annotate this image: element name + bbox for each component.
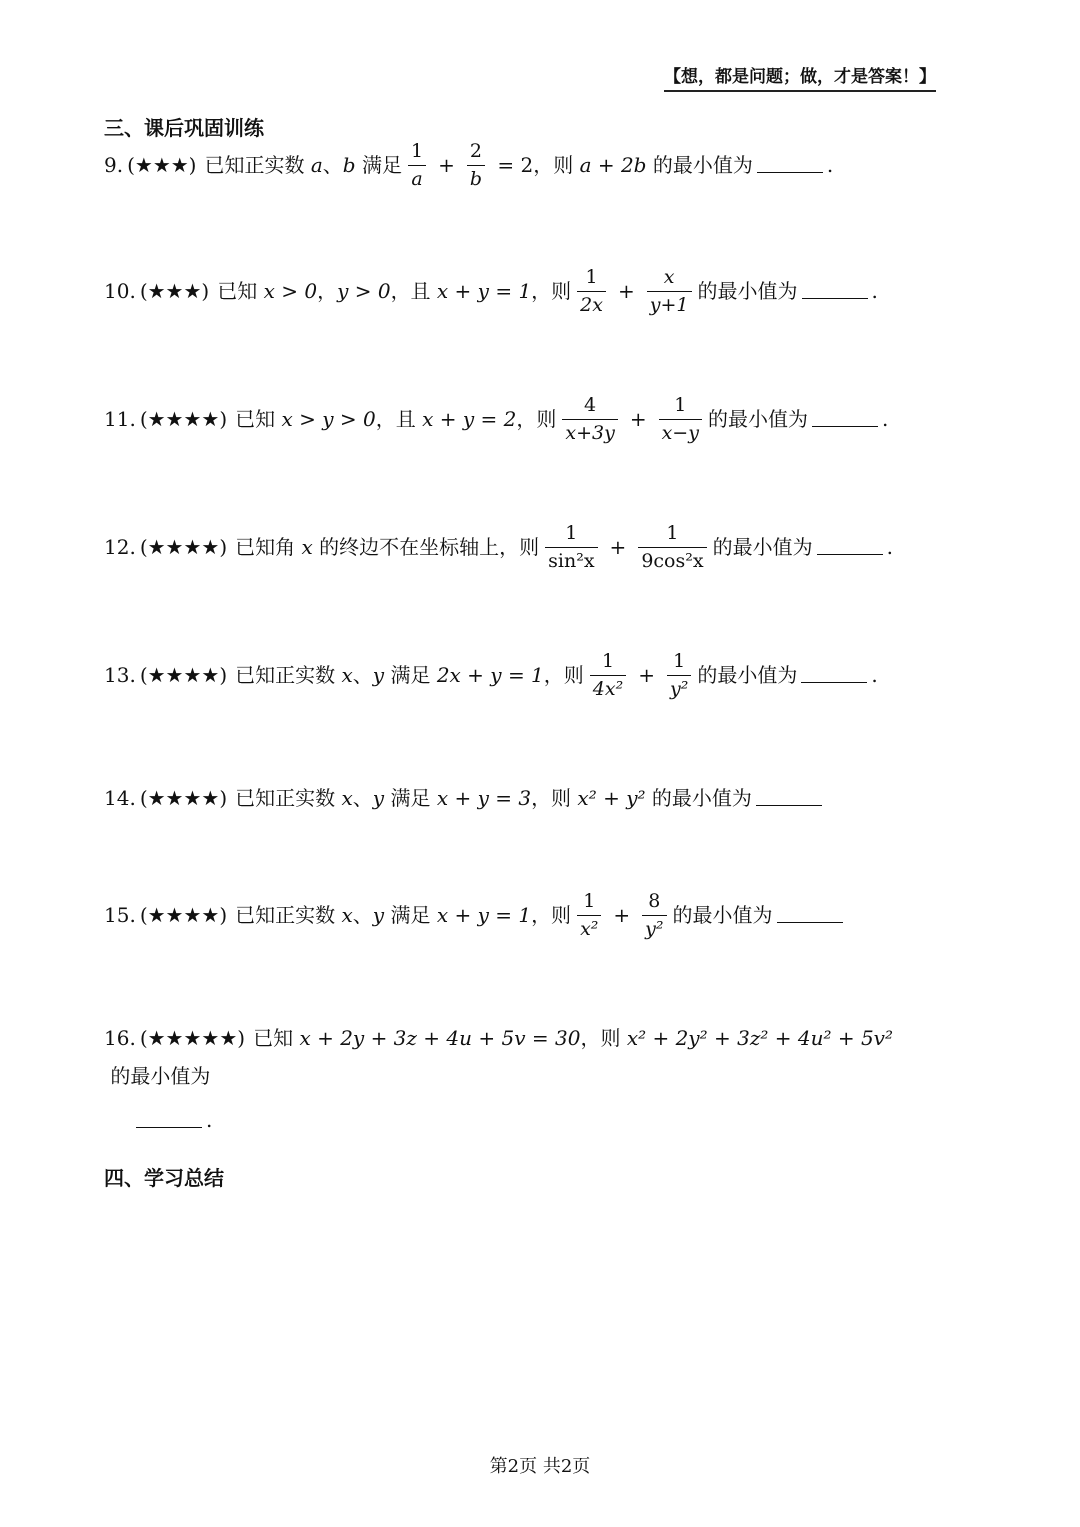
problem-text: 的最小值为 bbox=[707, 407, 808, 432]
math-expression: x > 0 bbox=[263, 279, 318, 304]
difficulty-stars: (★★★★) bbox=[139, 535, 228, 560]
problem-text: ，则 bbox=[531, 903, 572, 928]
answer-blank[interactable] bbox=[136, 1125, 202, 1128]
denominator: x² bbox=[577, 915, 601, 941]
math-var: y bbox=[372, 663, 385, 688]
section-title-summary: 四、学习总结 bbox=[104, 1166, 224, 1190]
problem-text: 的最小值为 bbox=[645, 786, 752, 810]
problem-text: 满足 bbox=[384, 786, 437, 810]
answer-blank[interactable] bbox=[756, 803, 822, 806]
problem-text: 、 bbox=[322, 153, 343, 178]
problem-text: ，则 bbox=[531, 279, 572, 304]
denominator: 9cos²x bbox=[638, 547, 706, 573]
math-var: x bbox=[341, 786, 353, 810]
denominator: sin²x bbox=[545, 547, 597, 573]
denominator: b bbox=[467, 165, 485, 191]
period: . bbox=[871, 279, 878, 304]
math-expression: x > y > 0 bbox=[281, 407, 376, 432]
plus-operator: + bbox=[438, 153, 455, 178]
fraction bbox=[659, 394, 702, 445]
problem-14 bbox=[104, 782, 990, 814]
fraction bbox=[590, 650, 626, 701]
period: . bbox=[206, 1108, 213, 1132]
problem-text: 满足 bbox=[384, 903, 437, 928]
answer-blank[interactable] bbox=[802, 296, 868, 299]
numerator: 8 bbox=[648, 890, 661, 912]
problem-text: 的最小值为 bbox=[697, 663, 798, 688]
fraction bbox=[408, 140, 426, 191]
difficulty-stars: (★★★★) bbox=[139, 786, 228, 810]
difficulty-stars: (★★★) bbox=[139, 279, 210, 304]
problem-text: 已知 bbox=[217, 279, 264, 304]
problem-text: 的最小值为 bbox=[697, 279, 798, 304]
math-expression: x + y = 2 bbox=[422, 407, 517, 432]
denominator: a bbox=[408, 165, 425, 191]
math-expression: x + y = 3 bbox=[436, 786, 532, 810]
numerator: x bbox=[663, 266, 675, 288]
denominator: 2x bbox=[577, 291, 606, 317]
period: . bbox=[826, 153, 834, 178]
answer-blank[interactable] bbox=[757, 170, 823, 173]
numerator: 1 bbox=[601, 650, 615, 672]
problem-13 bbox=[104, 650, 990, 701]
fraction bbox=[577, 266, 606, 317]
fraction bbox=[667, 650, 691, 701]
difficulty-stars: (★★★★) bbox=[139, 663, 228, 688]
problem-text: 已知正实数 bbox=[235, 786, 342, 810]
denominator: x−y bbox=[659, 419, 702, 445]
math-expression: a + 2b bbox=[579, 153, 647, 178]
fraction bbox=[642, 890, 666, 941]
problem-number: 13. bbox=[104, 663, 136, 688]
numerator: 1 bbox=[565, 522, 578, 544]
fraction bbox=[638, 522, 706, 573]
problem-12 bbox=[104, 522, 990, 573]
numerator: 2 bbox=[469, 140, 482, 162]
fraction bbox=[647, 266, 692, 317]
problem-number: 11. bbox=[104, 407, 136, 432]
fraction bbox=[545, 522, 597, 573]
fraction bbox=[562, 394, 617, 445]
math-expression: x² + 2y² + 3z² + 4u² + 5v² bbox=[626, 1026, 893, 1050]
problem-text: 已知 bbox=[253, 1026, 300, 1050]
math-expression: y > 0 bbox=[337, 279, 391, 304]
problem-text: 的最小值为 bbox=[712, 535, 813, 560]
problem-15 bbox=[104, 890, 990, 941]
math-expression: x + 2y + 3z + 4u + 5v = 30 bbox=[299, 1026, 581, 1050]
answer-blank[interactable] bbox=[801, 680, 867, 683]
problem-text: 的最小值为 bbox=[672, 903, 773, 928]
problem-text: 满足 bbox=[355, 153, 402, 178]
problem-text: ，则 bbox=[580, 1026, 627, 1050]
math-expression: x + y = 1 bbox=[436, 903, 532, 928]
answer-blank[interactable] bbox=[817, 552, 883, 555]
difficulty-stars: (★★★) bbox=[127, 153, 197, 178]
problem-text: 满足 bbox=[384, 663, 437, 688]
period: . bbox=[871, 663, 878, 688]
plus-operator: + bbox=[609, 535, 627, 560]
problem-text: ， bbox=[317, 279, 338, 304]
problem-text: 已知正实数 bbox=[235, 663, 342, 688]
math-var: x bbox=[341, 903, 353, 928]
problem-text: 已知 bbox=[235, 407, 282, 432]
math-expression: 2x + y = 1 bbox=[436, 663, 544, 688]
difficulty-stars: (★★★★) bbox=[139, 407, 228, 432]
problem-text: 、 bbox=[352, 786, 373, 810]
math-var: x bbox=[341, 663, 353, 688]
period: . bbox=[881, 407, 889, 432]
numerator: 1 bbox=[410, 140, 424, 162]
page-footer: 第2页 共2页 bbox=[489, 1456, 591, 1477]
plus-operator: + bbox=[613, 903, 631, 928]
denominator: x+3y bbox=[562, 419, 617, 445]
problem-text: 已知角 bbox=[235, 535, 302, 560]
problem-number: 14. bbox=[104, 786, 136, 810]
problem-text: 的最小值为 bbox=[104, 1064, 211, 1088]
math-expression: x² + y² bbox=[577, 786, 646, 810]
fraction bbox=[577, 890, 601, 941]
problem-text: 已知正实数 bbox=[235, 903, 342, 928]
problem-text: 的最小值为 bbox=[646, 153, 753, 178]
numerator: 4 bbox=[584, 394, 597, 416]
denominator: y² bbox=[642, 915, 666, 941]
period: . bbox=[886, 535, 893, 560]
problem-9 bbox=[104, 140, 990, 191]
problem-text: = 2，则 bbox=[491, 153, 580, 178]
problem-text: ，则 bbox=[531, 786, 578, 810]
problem-text: 已知正实数 bbox=[204, 153, 311, 178]
problem-number: 9. bbox=[104, 153, 124, 178]
problem-text: 、 bbox=[352, 903, 373, 928]
problem-number: 10. bbox=[104, 279, 136, 304]
problem-number: 16. bbox=[104, 1026, 136, 1050]
plus-operator: + bbox=[629, 407, 647, 432]
difficulty-stars: (★★★★) bbox=[139, 903, 228, 928]
denominator: y+1 bbox=[647, 291, 692, 317]
problem-16 bbox=[104, 1022, 990, 1136]
math-var: y bbox=[372, 903, 385, 928]
answer-blank[interactable] bbox=[812, 424, 878, 427]
problem-text: ，且 bbox=[390, 279, 437, 304]
section-title-practice: 三、课后巩固训练 bbox=[104, 116, 264, 140]
plus-operator: + bbox=[638, 663, 655, 688]
problem-11 bbox=[104, 394, 990, 445]
numerator: 1 bbox=[673, 650, 686, 672]
numerator: 1 bbox=[585, 266, 598, 288]
math-var: b bbox=[342, 153, 356, 178]
numerator: 1 bbox=[583, 890, 596, 912]
math-var: y bbox=[372, 786, 385, 810]
fraction bbox=[467, 140, 485, 191]
problem-text: ，则 bbox=[543, 663, 584, 688]
plus-operator: + bbox=[617, 279, 635, 304]
problem-10 bbox=[104, 266, 990, 317]
numerator: 1 bbox=[666, 522, 679, 544]
problem-text: ，则 bbox=[516, 407, 557, 432]
numerator: 1 bbox=[674, 394, 687, 416]
difficulty-stars: (★★★★★) bbox=[139, 1026, 246, 1050]
answer-blank[interactable] bbox=[777, 920, 843, 923]
problem-text: 、 bbox=[352, 663, 373, 688]
problem-text: 的终边不在坐标轴上，则 bbox=[312, 535, 540, 560]
problem-text: ，且 bbox=[375, 407, 423, 432]
math-var: x bbox=[301, 535, 313, 560]
math-var: a bbox=[310, 153, 323, 178]
denominator: y² bbox=[667, 675, 691, 701]
math-expression: x + y = 1 bbox=[436, 279, 532, 304]
problem-number: 15. bbox=[104, 903, 136, 928]
problem-number: 12. bbox=[104, 535, 136, 560]
denominator: 4x² bbox=[590, 675, 626, 701]
header-motto: 【想，都是问题；做，才是答案！】 bbox=[664, 62, 936, 92]
